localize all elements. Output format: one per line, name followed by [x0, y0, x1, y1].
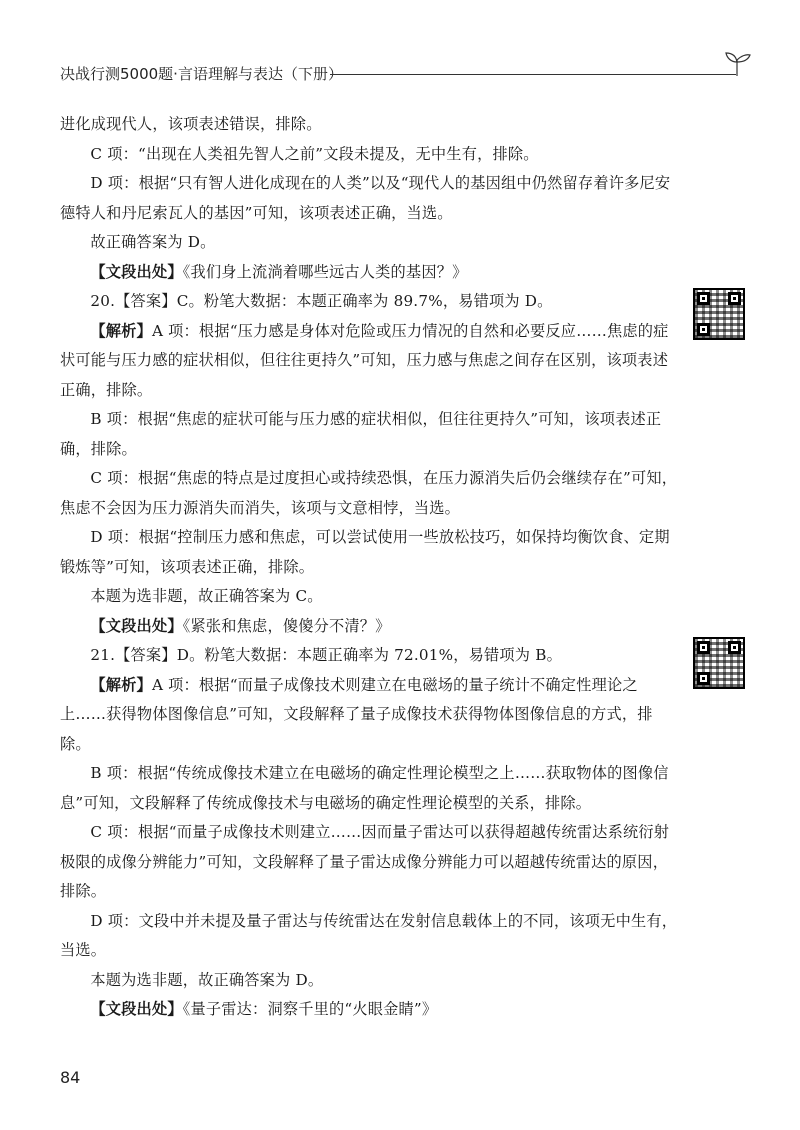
- analysis-paragraph: 【解析】A 项：根据“而量子成像技术则建立在电磁场的量子统计不确定性理论之上……获得物体图像信息”可知，文段解释了量子成像技术获得物体图像信息的方式，排除。: [60, 675, 653, 753]
- sprout-icon: [720, 46, 754, 80]
- qr-code-icon[interactable]: [693, 637, 745, 689]
- paragraph: 故正确答案为 D。: [90, 233, 216, 251]
- paragraph: B 项：根据“焦虑的症状可能与压力感的症状相似，但往往更持久”可知，该项表述正确，排除。: [60, 410, 662, 458]
- paragraph: C 项：根据“而量子成像技术则建立……因而量子雷达可以获得超越传统雷达系统衍射极限的成像分辨能力”可知，文段解释了量子雷达成像分辨能力可以超越传统雷达的原因，排除。: [60, 823, 670, 900]
- source-citation: 【文段出处】《量子雷达：洞察千里的“火眼金睛”》: [90, 1000, 438, 1018]
- paragraph: B 项：根据“传统成像技术建立在电磁场的确定性理论模型之上……获取物体的图像信息”可知，文段解释了传统成像技术与电磁场的确定性理论模型的关系，排除。: [60, 764, 669, 812]
- source-label: 【文段出处】: [90, 262, 183, 281]
- paragraph: 本题为选非题，故正确答案为 D。: [90, 970, 324, 989]
- answer-line: 20.【答案】C。粉笔大数据：本题正确率为 89.7%，易错项为 D。: [90, 292, 553, 310]
- paragraph: C 项：根据“焦虑的特点是过度担心或持续恐惧，在压力源消失后仍会继续存在”可知，焦虑不会因为压力源消失而消失，该项与文意相悖，当选。: [60, 469, 678, 517]
- paragraph: C 项：“出现在人类祖先智人之前”文段未提及，无中生有，排除。: [90, 144, 539, 163]
- paragraph: 进化成现代人，该项表述错误，排除。: [60, 115, 322, 133]
- running-header: [60, 60, 750, 90]
- qr-code-icon[interactable]: [693, 288, 745, 340]
- paragraph: D 项：根据“控制压力感和焦虑，可以尝试使用一些放松技巧，如保持均衡饮食、定期锻炼等”可知，该项表述正确，排除。: [60, 528, 670, 576]
- paragraph: D 项：根据“只有智人进化成现在的人类”以及“现代人的基因组中仍然留存着许多尼安德特人和丹尼索瓦人的基因”可知，该项表述正确，当选。: [60, 174, 671, 222]
- paragraph: 本题为选非题，故正确答案为 C。: [90, 587, 323, 605]
- analysis-paragraph: 【解析】A 项：根据“压力感是身体对危险或压力情况的自然和必要反应……焦虑的症状可能与压力感的症状相似，但往往更持久”可知，压力感与焦虑之间存在区别，该项表述正确，排除。: [60, 321, 669, 399]
- source-citation: 【文段出处】《紧张和焦虑，傻傻分不清？》: [90, 616, 391, 635]
- source-label: 【文段出处】: [90, 1000, 183, 1018]
- analysis-label: 【解析】: [90, 321, 152, 340]
- paragraph: D 项：文段中并未提及量子雷达与传统雷达在发射信息载体上的不同，该项无中生有，当选。: [60, 911, 678, 959]
- answer-line: 21.【答案】D。粉笔大数据：本题正确率为 72.01%，易错项为 B。: [90, 646, 562, 664]
- analysis-label: 【解析】: [90, 675, 152, 694]
- header-rule: [330, 74, 736, 75]
- source-citation: 【文段出处】《我们身上流淌着哪些远古人类的基因？》: [90, 262, 468, 281]
- book-title: 决战行测5000题·言语理解与表达（下册）: [60, 63, 351, 84]
- page-number: 84: [60, 1068, 81, 1087]
- source-label: 【文段出处】: [90, 616, 183, 635]
- answer-explanations: [60, 110, 680, 1025]
